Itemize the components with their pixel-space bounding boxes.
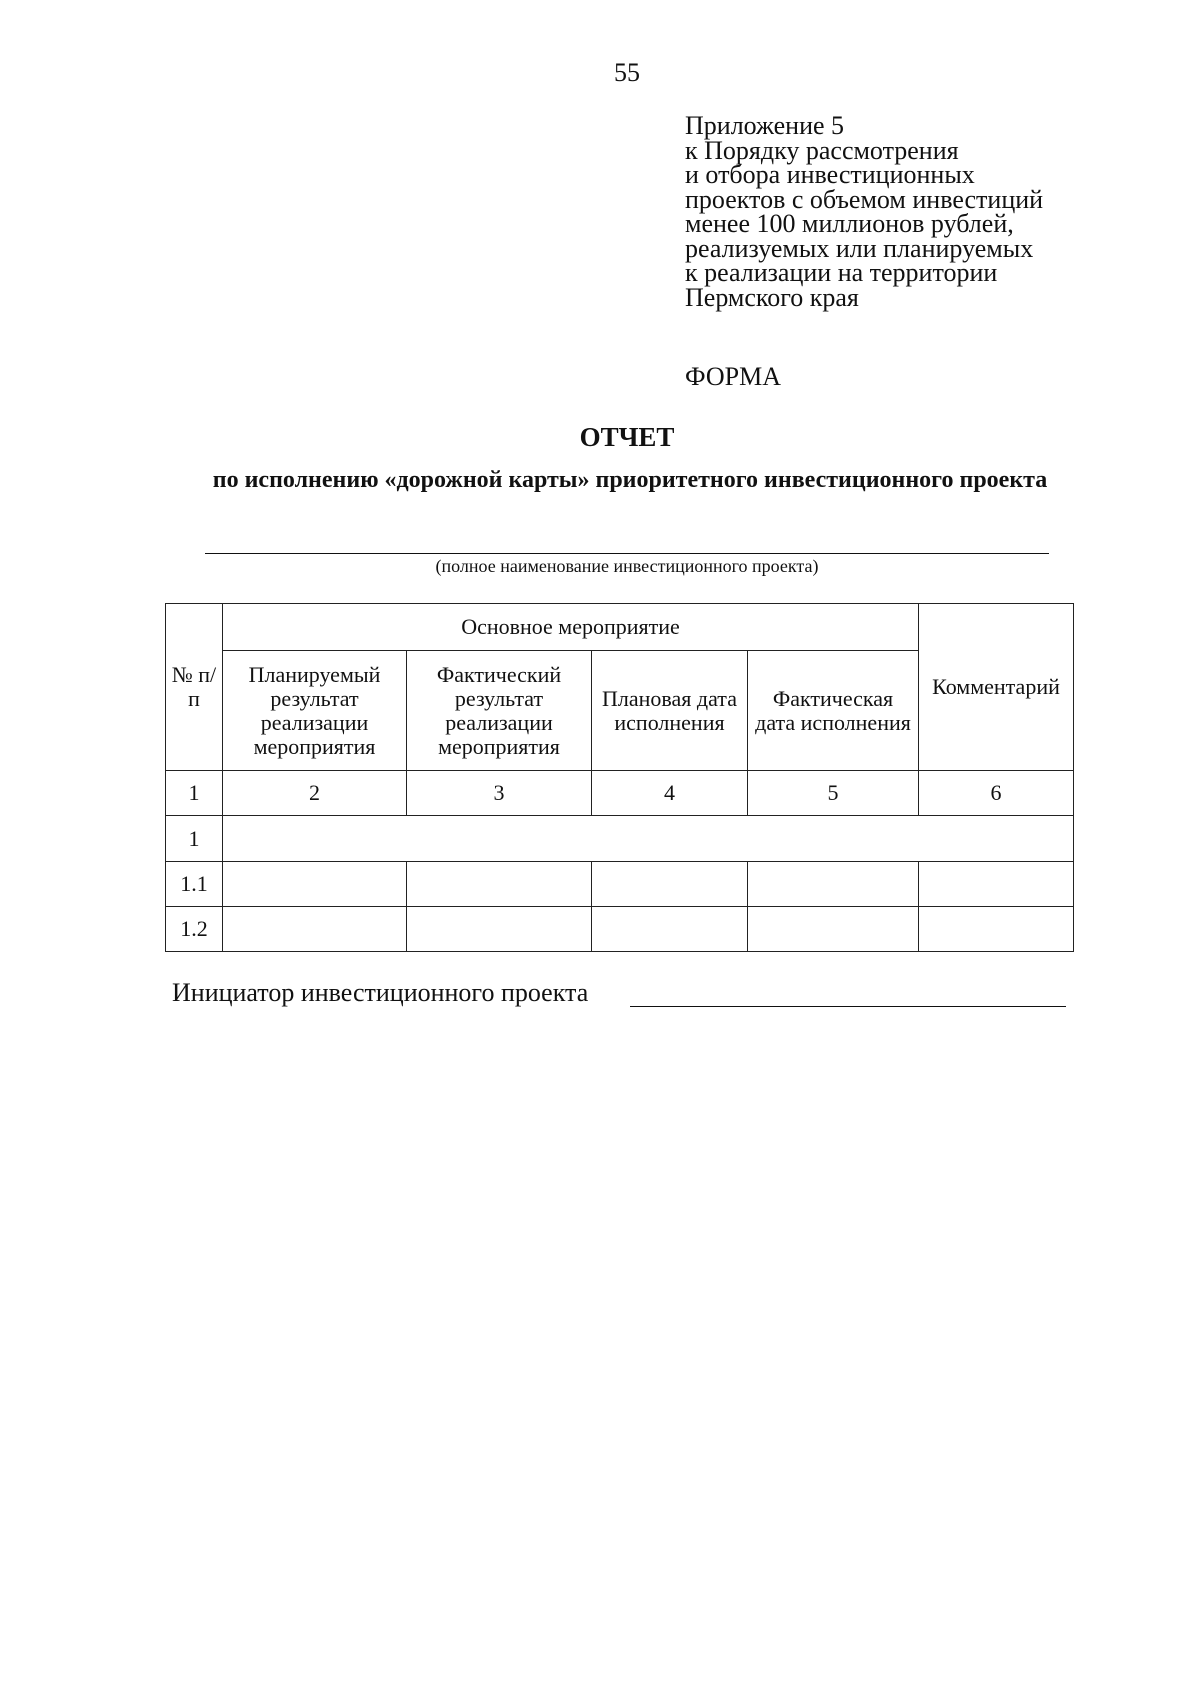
main-activity-cell[interactable] <box>223 816 1074 862</box>
actual-result-cell[interactable] <box>407 907 592 952</box>
form-label: ФОРМА <box>685 362 781 391</box>
row-number: 1 <box>166 816 223 862</box>
annex-line: реализуемых или планируемых <box>685 233 1034 263</box>
header-planned-date: Плановая дата исполнения <box>592 651 748 771</box>
annex-line: к реализации на территории <box>685 258 998 287</box>
actual-result-cell[interactable] <box>407 862 592 907</box>
annex-line: Пермского края <box>685 282 859 312</box>
column-number: 3 <box>407 771 592 816</box>
header-main-activity: Основное мероприятие <box>223 604 919 651</box>
annex-line: к Порядку рассмотрения <box>685 135 959 165</box>
planned-date-cell[interactable] <box>592 862 748 907</box>
column-number: 5 <box>748 771 919 816</box>
comment-cell[interactable] <box>919 862 1074 907</box>
actual-date-cell[interactable] <box>748 862 919 907</box>
report-subtitle: по исполнению «дорожной карты» приоритетного инвестиционного проекта <box>212 467 1048 493</box>
initiator-label: Инициатор инвестиционного проекта <box>172 978 589 1007</box>
column-number: 4 <box>592 771 748 816</box>
annex-line: Приложение 5 <box>685 111 845 140</box>
annex-block <box>685 111 1044 312</box>
page-number: 55 <box>614 58 640 87</box>
column-number: 2 <box>223 771 407 816</box>
annex-line: проектов с объемом инвестиций <box>685 184 1044 214</box>
table-row <box>166 907 1074 952</box>
planned-date-cell[interactable] <box>592 907 748 952</box>
header-actual-date: Фактическая дата исполнения <box>748 651 919 771</box>
planned-result-cell[interactable] <box>223 907 407 952</box>
comment-cell[interactable] <box>919 907 1074 952</box>
table-row <box>166 862 1074 907</box>
header-planned-result: Планируемый результат реализации мероприятия <box>223 651 407 771</box>
roadmap-report-table <box>165 603 1074 952</box>
column-number: 1 <box>166 771 223 816</box>
planned-result-cell[interactable] <box>223 862 407 907</box>
row-number: 1.2 <box>166 907 223 952</box>
project-name-field-line[interactable] <box>205 553 1049 554</box>
initiator-signature-line[interactable] <box>630 1006 1066 1007</box>
column-number: 6 <box>919 771 1074 816</box>
header-number: № п/п <box>166 604 223 771</box>
report-title: ОТЧЕТ <box>579 422 675 452</box>
project-name-caption: (полное наименование инвестиционного проекта) <box>435 556 819 576</box>
actual-date-cell[interactable] <box>748 907 919 952</box>
header-actual-result: Фактический результат реализации мероприятия <box>407 651 592 771</box>
annex-line: менее 100 миллионов рублей, <box>685 209 1014 238</box>
annex-line: и отбора инвестиционных <box>685 160 975 189</box>
row-number: 1.1 <box>166 862 223 907</box>
table-row <box>166 816 1074 862</box>
header-comment: Комментарий <box>919 604 1074 771</box>
